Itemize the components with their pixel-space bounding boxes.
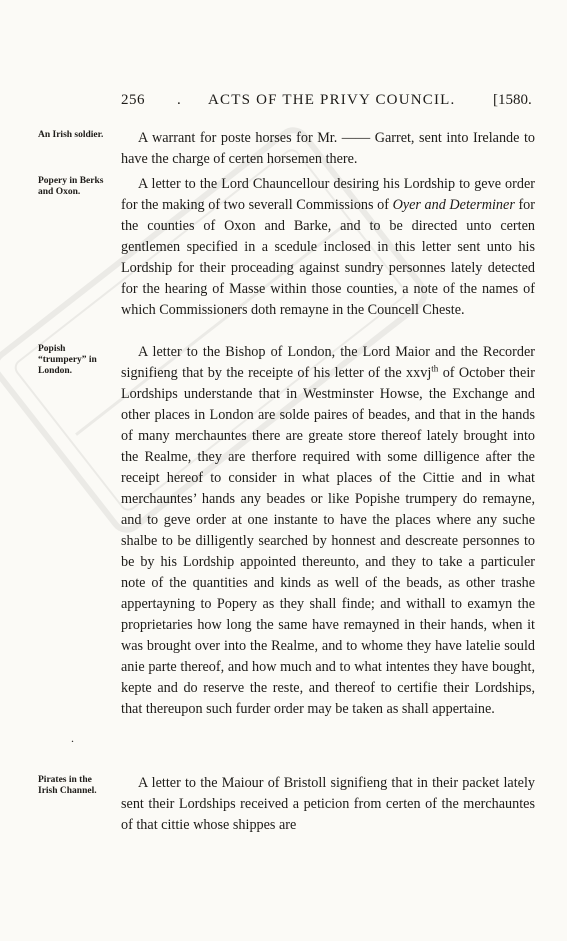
entry-text: A letter to the Bishop of London, the Lord Maior and the Recorder signifieng that by the receipte of his letter of the xxvj$^{th}$ of October their Lordships understande that in Westminster Howse, the Exchange and other places in London are solde paires of beades, and that in the hands of many merchauntes there are greate store thereof lately brought into the Realme, they are therfore required with some dilligence after the receipt hereof to consider in what places of the Cittie and in what merchauntes’ hands any beades or like Popishe trumpery do remayne, and to geve order at one instante to have the places where any suche shalbe to be dilligently searched by honnest and descreate personnes to be by his Lordship appointed thereunto, and they to take a particuler note of the quantities and kinds as well of the beads, as other trashe appertayning to Popery as they shall finde; and withall to examyn the proprietaries how long the same have remayned in their hands, when it was brought over into the Realme, and to whome they have latelie sould anie parte thereof, and how much and to what intentes they have bought, kepte and do reserve the reste, and thereof to certifie their Lordships, that thereupon such furder order may be taken as shall appertaine. [121,344,535,717]
side-note: Popery in Berks and Oxon. [38,176,104,197]
running-head: ACTS OF THE PRIVY COUNCIL. [208,92,456,108]
entry-text: A letter to the Lord Chauncellour desiring his Lordship to geve order for the making of two severall Commissions of Oyer and Determiner for the counties of Oxon and Barke, and to be directed unto certen gentlemen specified in a scedule inclosed in this letter sent unto his Lordship for their proceading against sundry personnes lately detected for the hearing of Masse within those counties, a note of the names of which Commissioners doth remayne in the Councell Cheste. [121,176,535,318]
side-note: Pirates in the Irish Channel. [38,775,97,796]
italic-term: Oyer and Determiner [392,197,515,213]
stray-mark: . [71,731,74,745]
page-header [0,92,567,114]
side-note: An Irish soldier. [38,130,104,140]
header-year: [1580. [493,92,532,108]
entry-text: A warrant for poste horses for Mr. —— Garret, sent into Irelande to have the charge of certen horsemen there. [121,130,535,167]
page-number: 256 [121,92,145,108]
side-note: Popish “trumpery” in London. [38,344,97,376]
header-separator: . [177,92,181,108]
entry-text: A letter to the Maiour of Bristoll signifieng that in their packet lately sent their Lordships received a peticion from certen of the merchauntes of that cittie whose shippes are [121,775,535,833]
